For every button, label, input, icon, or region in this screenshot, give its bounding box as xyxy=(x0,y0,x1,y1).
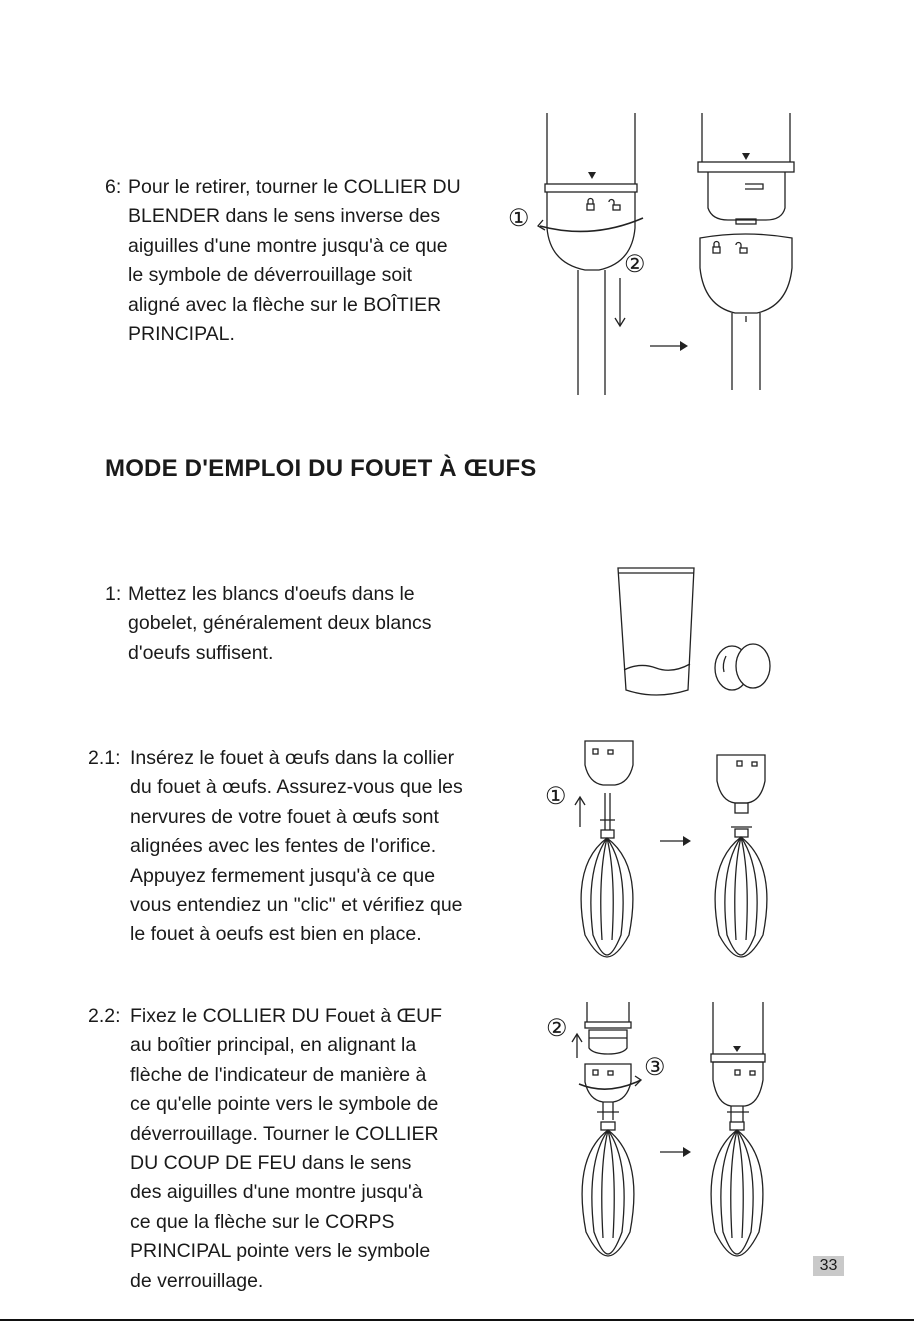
whisk-insertion-illustration xyxy=(565,735,785,965)
step-line: des aiguilles d'une montre jusqu'à xyxy=(130,1181,423,1204)
step-line: PRINCIPAL. xyxy=(128,323,235,346)
step-line: ce qu'elle pointe vers le symbole de xyxy=(130,1093,439,1116)
step-line: vous entendiez un "clic" et vérifiez que xyxy=(130,894,463,917)
footer-rule xyxy=(0,1319,914,1321)
step-line: Fixez le COLLIER DU Fouet à ŒUF xyxy=(130,1005,443,1027)
step-line: de verrouillage. xyxy=(130,1269,264,1292)
step-1 xyxy=(105,580,505,668)
step-line: DU COUP DE FEU dans le sens xyxy=(130,1152,412,1175)
step-2-2 xyxy=(88,1002,518,1296)
step-line: ce que la flèche sur le CORPS xyxy=(130,1210,395,1233)
step-line: du fouet à œufs. Assurez-vous que les xyxy=(130,776,463,799)
step-line: au boîtier principal, en alignant la xyxy=(130,1034,417,1057)
whisk-collar-attach-illustration xyxy=(565,1000,785,1270)
step-6 xyxy=(105,173,515,349)
step-line: le symbole de déverrouillage soit xyxy=(128,264,412,287)
step-line: Appuyez fermement jusqu'à ce que xyxy=(130,864,436,887)
section-title: MODE D'EMPLOI DU FOUET À ŒUFS xyxy=(105,455,537,482)
step-2-1 xyxy=(88,744,518,950)
marker-2: ② xyxy=(624,250,646,278)
marker-2: ② xyxy=(546,1014,568,1042)
step-line: BLENDER dans le sens inverse des xyxy=(128,205,441,228)
step-number: 2.1: xyxy=(88,747,121,769)
step-line: aligné avec la flèche sur le BOÎTIER xyxy=(128,293,442,316)
step-line: aiguilles d'une montre jusqu'à ce que xyxy=(128,234,448,257)
blender-removal-illustration xyxy=(500,108,810,400)
step-line: alignées avec les fentes de l'orifice. xyxy=(130,835,437,858)
step-line: gobelet, généralement deux blancs xyxy=(128,612,432,635)
step-line: déverrouillage. Tourner le COLLIER xyxy=(130,1122,439,1145)
step-line: flèche de l'indicateur de manière à xyxy=(130,1063,427,1086)
marker-3: ③ xyxy=(644,1053,666,1081)
step-number: 6: xyxy=(105,176,122,198)
step-line: d'oeufs suffisent. xyxy=(128,641,274,664)
page-number: 33 xyxy=(813,1256,844,1276)
step-number: 2.2: xyxy=(88,1005,121,1027)
step-line: le fouet à oeufs est bien en place. xyxy=(130,923,422,946)
step-line: PRINCIPAL pointe vers le symbole xyxy=(130,1240,431,1263)
step-line: Insérez le fouet à œufs dans la collier xyxy=(130,747,455,769)
step-number: 1: xyxy=(105,583,122,605)
step-line: Mettez les blancs d'oeufs dans le xyxy=(128,583,415,605)
marker-1: ① xyxy=(545,782,567,810)
cup-and-eggs-illustration xyxy=(610,560,780,705)
marker-1: ① xyxy=(508,204,530,232)
step-line: nervures de votre fouet à œufs sont xyxy=(130,805,439,828)
step-line: Pour le retirer, tourner le COLLIER DU xyxy=(128,176,461,198)
